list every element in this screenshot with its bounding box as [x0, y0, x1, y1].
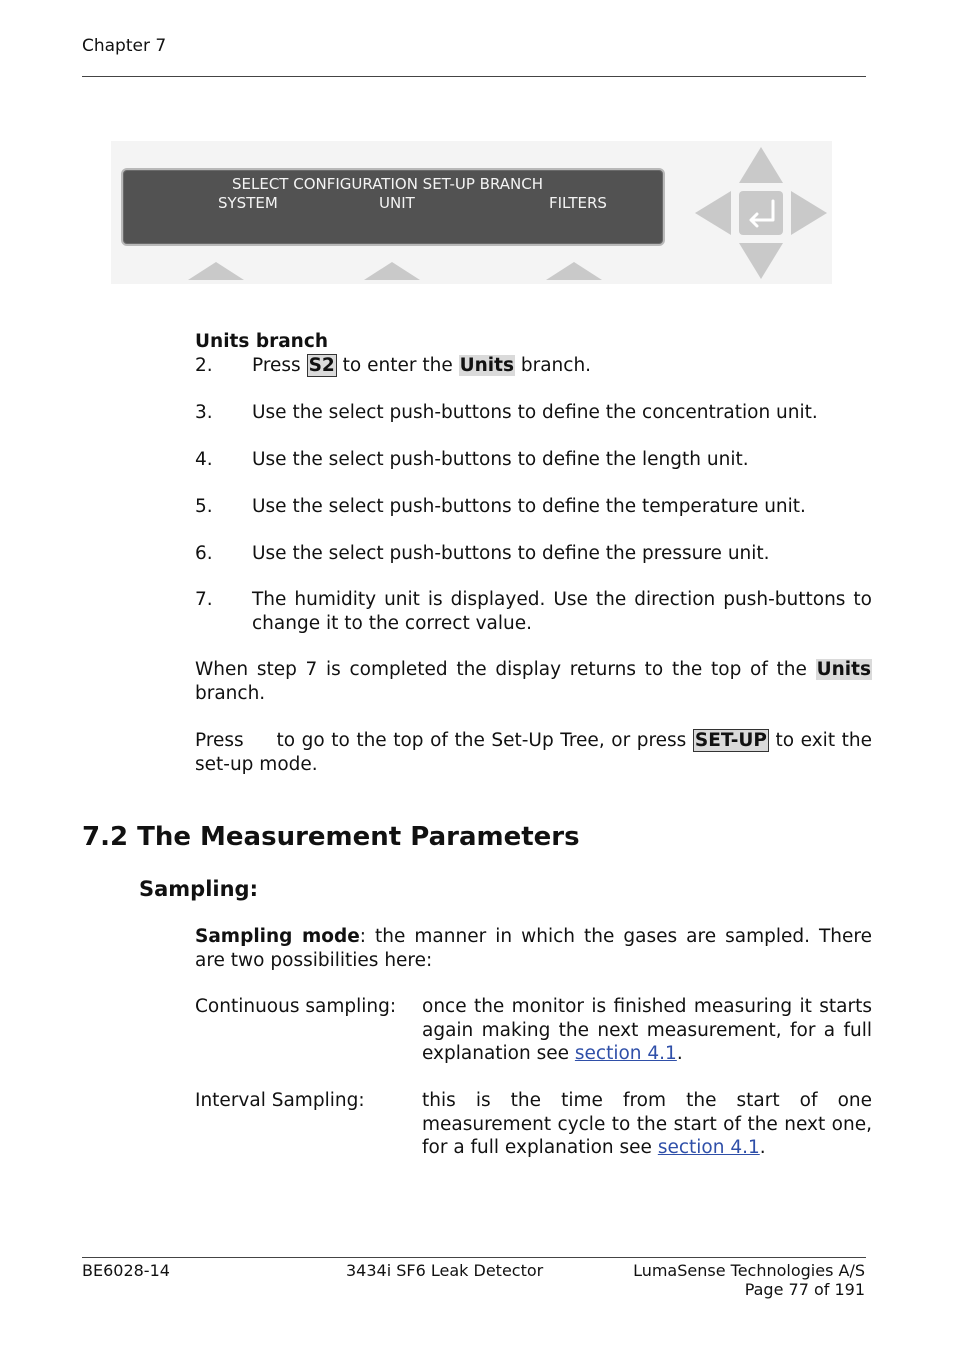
- section-heading: 7.2 The Measurement Parameters: [82, 822, 580, 852]
- step-4-number: 4.: [195, 449, 213, 470]
- header-rule: [82, 76, 866, 77]
- step-6-text: Use the select push-buttons to define the pressure unit.: [252, 543, 770, 564]
- step-7-text: The humidity unit is displayed. Use the direction push-buttons to change it to the correct value.: [252, 589, 872, 634]
- arrow-up-icon[interactable]: [739, 147, 783, 183]
- step-5-text: Use the select push-buttons to define the temperature unit.: [252, 496, 806, 517]
- section-4-1-link[interactable]: section 4.1: [657, 1137, 760, 1158]
- press-setup-paragraph: Press to go to the top of the Set-Up Tree, or press SET-UP to exit the set-up mode.: [195, 730, 872, 775]
- step-3-text: Use the select push-buttons to define the concentration unit.: [252, 402, 818, 423]
- step-7-number: 7.: [195, 589, 213, 610]
- select-button-s1-icon[interactable]: [188, 262, 244, 280]
- step-4-text: Use the select push-buttons to define the length unit.: [252, 449, 749, 470]
- direction-pad: [693, 145, 829, 281]
- footer-product: 3434i SF6 Leak Detector: [346, 1261, 544, 1280]
- step-2-text: Press S2 to enter the Units branch.: [252, 355, 592, 376]
- arrow-right-icon[interactable]: [791, 191, 827, 235]
- sampling-mode-term: Sampling mode: [195, 926, 360, 947]
- footer-page-number: Page 77 of 191: [744, 1280, 865, 1299]
- step-6-number: 6.: [195, 543, 213, 564]
- step-3-number: 3.: [195, 402, 213, 423]
- lcd-option-unit: UNIT: [379, 194, 415, 212]
- arrow-left-icon[interactable]: [695, 191, 731, 235]
- step-completed-paragraph: When step 7 is completed the display returns to the top of the Units branch.: [195, 659, 871, 704]
- units-key: Units: [459, 355, 514, 376]
- select-button-s3-icon[interactable]: [546, 262, 602, 280]
- chapter-label: Chapter 7: [82, 36, 167, 56]
- lcd-line-1: SELECT CONFIGURATION SET-UP BRANCH: [232, 175, 544, 193]
- interval-sampling-label: Interval Sampling:: [195, 1090, 365, 1111]
- select-button-s2-icon[interactable]: [364, 262, 420, 280]
- continuous-sampling-text: once the monitor is finished measuring it starts again making the next measurement, for a full explanation see section 4.1.: [422, 996, 872, 1064]
- lcd-option-system: SYSTEM: [218, 194, 278, 212]
- lcd-option-filters: FILTERS: [549, 194, 607, 212]
- units-key: Units: [816, 659, 871, 680]
- setup-key: SET-UP: [694, 730, 767, 751]
- interval-sampling-text: this is the time from the start of one measurement cycle to the start of the next one, for a full explanation see section 4.1.: [422, 1090, 872, 1158]
- sampling-mode-paragraph: Sampling mode: the manner in which the gases are sampled. There are two possibilities here:: [195, 926, 872, 971]
- enter-button-icon[interactable]: [739, 191, 783, 235]
- units-branch-heading: Units branch: [195, 331, 328, 352]
- step-2-number: 2.: [195, 355, 213, 376]
- section-4-1-link[interactable]: section 4.1: [574, 1043, 677, 1064]
- s2-key: S2: [308, 355, 335, 376]
- arrow-down-icon[interactable]: [739, 243, 783, 279]
- footer-doc-id: BE6028-14: [82, 1261, 170, 1280]
- step-5-number: 5.: [195, 496, 213, 517]
- footer-company: LumaSense Technologies A/S: [633, 1261, 865, 1280]
- continuous-sampling-label: Continuous sampling:: [195, 996, 397, 1017]
- sampling-subheading: Sampling:: [139, 877, 258, 901]
- footer-rule: [82, 1257, 866, 1258]
